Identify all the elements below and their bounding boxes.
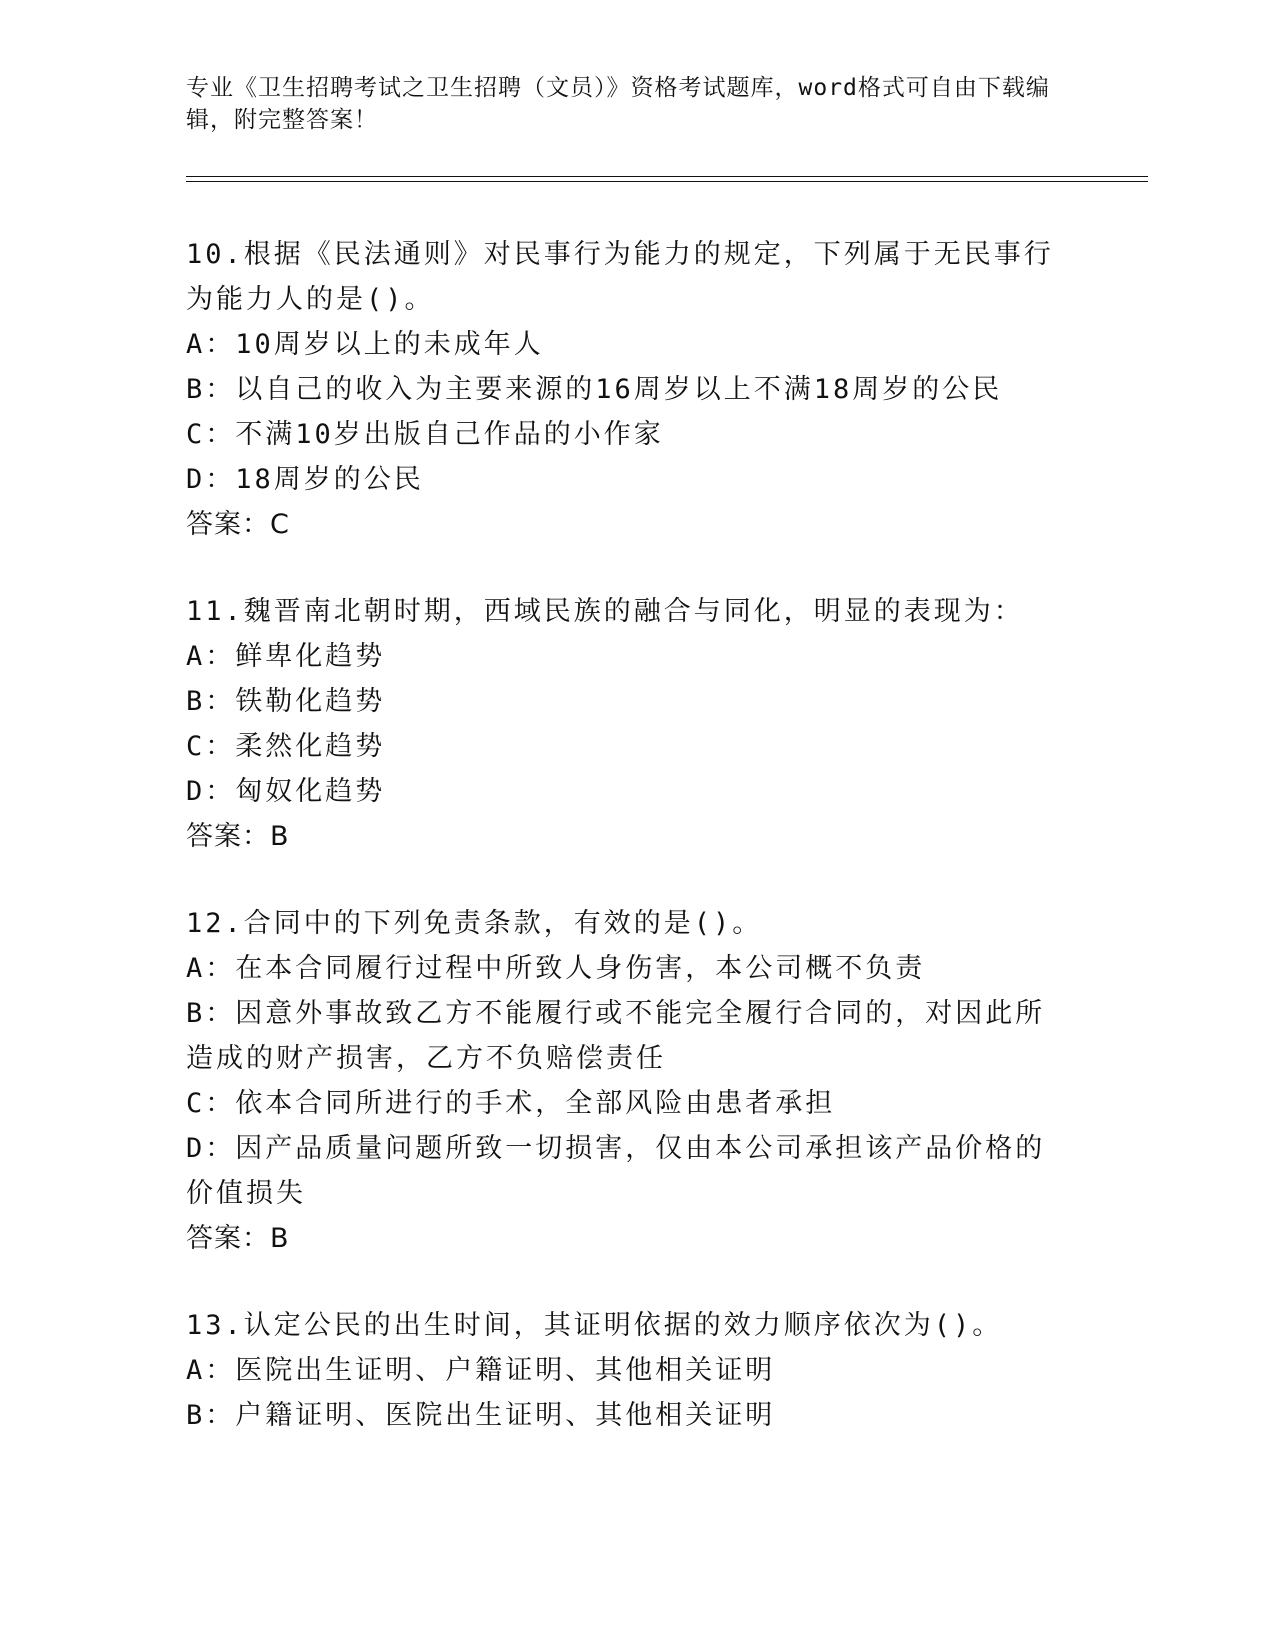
answer-label: 答案：B [186, 1223, 290, 1254]
option-d: D：18周岁的公民 [186, 464, 424, 495]
question-11 [186, 589, 1066, 859]
option-c: C：依本合同所进行的手术，全部风险由患者承担 [186, 1088, 836, 1119]
answer-label: 答案：B [186, 821, 290, 852]
option-a: A：医院出生证明、户籍证明、其他相关证明 [186, 1355, 776, 1386]
question-12 [186, 901, 1066, 1261]
option-d: D：匈奴化趋势 [186, 776, 386, 807]
header-divider-bottom [186, 181, 1148, 182]
option-a: A：鲜卑化趋势 [186, 641, 386, 672]
option-b: B：户籍证明、医院出生证明、其他相关证明 [186, 1400, 776, 1431]
option-c: C：不满10岁出版自己作品的小作家 [186, 419, 664, 450]
option-b: B：铁勒化趋势 [186, 686, 386, 717]
question-13 [186, 1303, 1066, 1438]
option-b: B：因意外事故致乙方不能履行或不能完全履行合同的，对因此所造成的财产损害，乙方不负赔偿责任 [186, 998, 1046, 1074]
question-stem: 11.魏晋南北朝时期，西域民族的融合与同化，明显的表现为： [186, 596, 1024, 627]
option-c: C：柔然化趋势 [186, 731, 386, 762]
answer-label: 答案：C [186, 509, 290, 540]
option-a: A：10周岁以上的未成年人 [186, 329, 544, 360]
option-b: B：以自己的收入为主要来源的16周岁以上不满18周岁的公民 [186, 374, 1003, 405]
question-stem: 12.合同中的下列免责条款，有效的是()。 [186, 908, 763, 939]
question-list [186, 232, 1066, 1480]
header-divider-top [186, 176, 1148, 177]
question-stem: 13.认定公民的出生时间，其证明依据的效力顺序依次为()。 [186, 1310, 1003, 1341]
question-10 [186, 232, 1066, 547]
option-a: A：在本合同履行过程中所致人身伤害，本公司概不负责 [186, 953, 926, 984]
document-header: 专业《卫生招聘考试之卫生招聘（文员）》资格考试题库，word格式可自由下载编辑，附完整答案！ [186, 75, 1050, 133]
option-d: D：因产品质量问题所致一切损害，仅由本公司承担该产品价格的价值损失 [186, 1133, 1046, 1209]
question-stem: 10.根据《民法通则》对民事行为能力的规定，下列属于无民事行为能力人的是()。 [186, 239, 1054, 315]
